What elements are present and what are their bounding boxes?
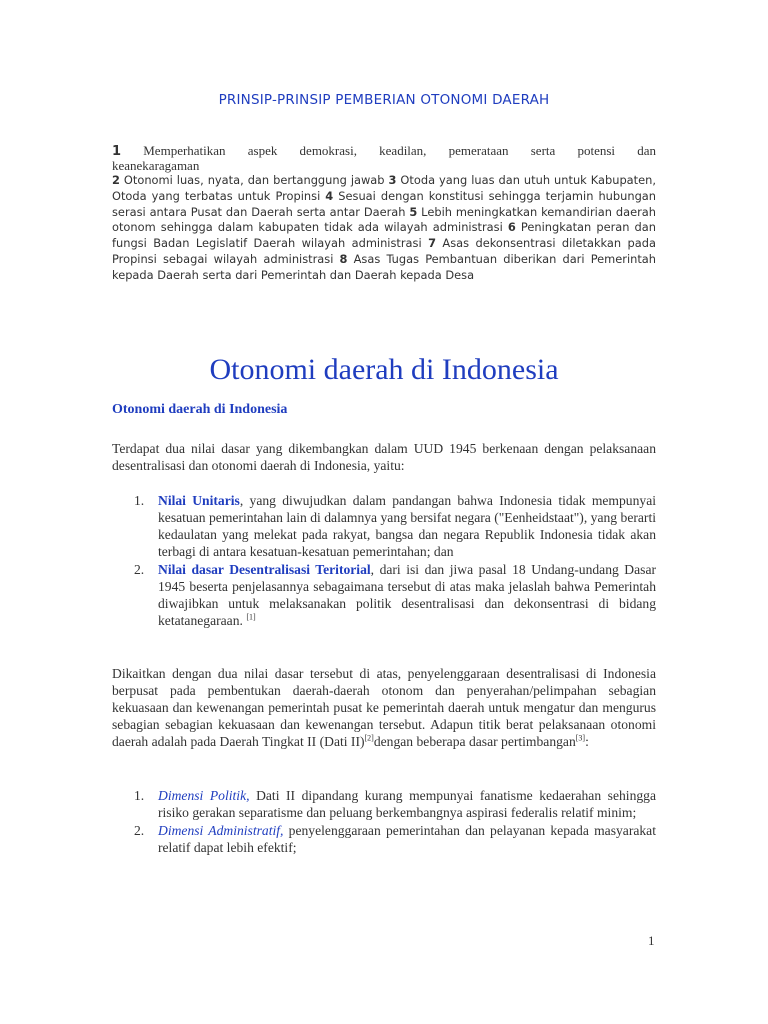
principles-block [112,143,656,284]
principle-text-8: Asas Tugas Pembantuan diberikan dari Pemerintah kepada Daerah serta dari Pemerintah dan Daerah kepada Desa [112,251,656,282]
values-list [112,492,656,630]
principle-text-3: Otoda yang luas dan utuh untuk Kabupaten, Otoda yang terbatas untuk Propinsi [112,173,656,203]
principle-text-6: Peningkatan peran dan fungsi Badan Legislatif Daerah wilayah administrasi [112,220,656,251]
principle-1 [112,143,656,159]
principle-number-5: 5 [409,204,418,219]
footnote-ref-2[interactable]: [2] [364,733,374,743]
principle-text-5: Lebih meningkatkan kemandirian daerah otonom sehingga dalam kabupaten tidak ada wilayah administrasi [112,204,656,235]
principle-1-tail: keanekaragaman [112,158,200,173]
principle-text-2: Otonomi luas, nyata, dan bertanggung jawab [119,173,389,187]
list-item-text: , yang diwujudkan dalam pandangan bahwa Indonesia tidak mempunyai kesatuan pemerintahan lain di dalamnya yang bersifat negara ("Eenheidstaat"), yang berarti kedaulatan yang melekat pada rakyat, bangsa dan negara Republik Indonesia tidak akan terbagi di antara kesatuan-kesatuan pemerintahan; dan [158,493,657,559]
list-item-number: 1. [134,788,145,803]
dimensi-politik-link[interactable]: Dimensi Politik, [158,788,250,803]
principle-text-4: Sesuai dengan konstitusi sehingga terjamin hubungan serasi antara Pusat dan Daerah serta antar Daerah [112,188,656,219]
principles-2-8 [112,173,656,284]
principle-text-7: Asas dekonsentrasi diletakkan pada Propinsi sebagai wilayah administrasi [112,236,656,266]
intro-paragraph: Terdapat dua nilai dasar yang dikembangkan dalam UUD 1945 berkenaan dengan pelaksanaan desentralisasi dan otonomi daerah di Indonesia, yaitu: [112,441,656,473]
list-item [112,822,656,856]
list-item-number: 2. [134,562,145,577]
principle-number-4: 4 [325,188,334,203]
principle-number-1: 1 [112,144,122,159]
main-paragraph [112,665,656,750]
section-heading: Otonomi daerah di Indonesia [209,353,559,386]
nilai-unitaris-link[interactable]: Nilai Unitaris [158,493,240,508]
principle-text-1: Memperhatikan aspek demokrasi, keadilan, pemerataan serta potensi dan [143,143,656,158]
principles-title: PRINSIP-PRINSIP PEMBERIAN OTONOMI DAERAH [218,92,550,108]
list-item [112,492,656,560]
main-paragraph-text-b: dengan beberapa dasar pertimbangan [373,734,576,749]
section-subheading[interactable]: Otonomi daerah di Indonesia [112,402,288,417]
list-item-text: , dari isi dan jiwa pasal 18 Undang-undang Dasar 1945 beserta penjelasannya sebagaimana tersebut di atas maka jelaslah bahwa Pemerintah diwajibkan untuk melaksanakan politik desentralisasi dan dekonsentrasi di bidang ketatanegaraan. [158,562,657,628]
principle-number-8: 8 [339,251,348,266]
list-item-number: 2. [134,823,145,838]
footnote-ref-1[interactable]: [1] [246,612,256,622]
nilai-desentralisasi-link[interactable]: Nilai dasar Desentralisasi Teritorial [158,562,371,577]
principle-number-2: 2 [112,173,120,187]
dimensi-administratif-link[interactable]: Dimensi Administratif, [158,823,284,838]
dimensions-list [112,787,656,857]
footnote-ref-3[interactable]: [3] [575,733,586,743]
page-number: 1 [648,933,655,948]
list-item [112,561,656,629]
list-item [112,787,656,821]
principle-number-6: 6 [507,220,516,235]
main-paragraph-text-a: Dikaitkan dengan dua nilai dasar tersebut di atas, penyelenggaraan desentralisasi di Indonesia berpusat pada pembentukan daerah-daerah otonom dan penyerahan/pelimpahan sebagian kekuasaan dan kewenangan pemerintah pusat ke pemerintah daerah untuk mengatur dan mengurus sebagian sebagian kekuasaan dan kewenangan tersebut. Adapun titik berat pelaksanaan otonomi daerah adalah pada Daerah Tingkat II (Dati II) [112,666,656,749]
list-item-text: penyelenggaraan pemerintahan dan pelayanan kepada masyarakat relatif dapat lebih efektif; [158,823,656,855]
principle-number-3: 3 [388,173,397,187]
list-item-number: 1. [134,493,145,508]
list-item-text: Dati II dipandang kurang mempunyai fanatisme kedaerahan sehingga risiko gerakan separatisme dan peluang berkembangnya aspirasi federalis relatif minim; [158,788,656,820]
main-paragraph-text-c: : [585,734,589,749]
principle-number-7: 7 [428,236,436,251]
